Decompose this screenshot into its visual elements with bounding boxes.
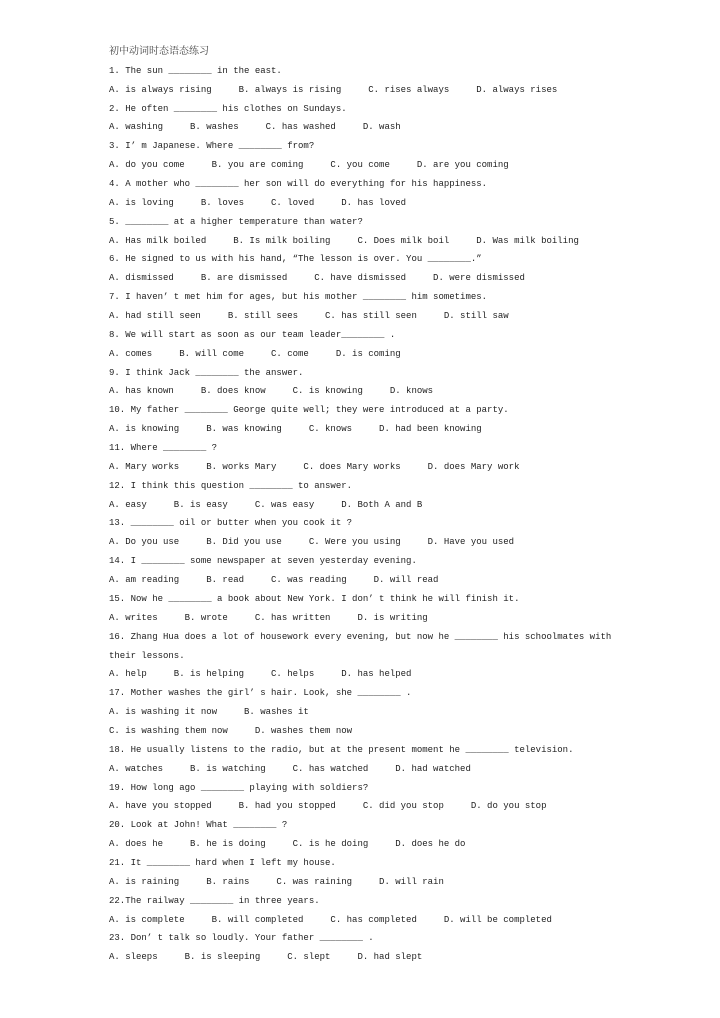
question-text: 17. Mother washes the girl’ s hair. Look, she ________ . [109,688,412,699]
question-item [109,175,649,213]
question-text: 2. He often ________ his clothes on Sundays. [109,103,347,114]
question-text: 14. I ________ some newspaper at seven yesterday evening. [109,556,417,567]
answer-options: A. have you stopped B. had you stopped C. did you stop D. do you stop [109,801,547,812]
question-item [109,816,649,854]
question-text: 15. Now he ________ a book about New York. I don’ t think he will finish it. [109,593,520,604]
question-item [109,364,649,402]
question-item [109,590,649,628]
question-text: 13. ________ oil or butter when you cook it ? [109,518,353,529]
answer-options: A. dismissed B. are dismissed C. have dismissed D. were dismissed [109,273,525,284]
question-item [109,741,649,779]
question-item [109,213,649,251]
question-list [109,62,649,967]
answer-options: A. has known B. does know C. is knowing D. knows [109,386,434,397]
question-item [109,892,649,930]
question-item [109,684,649,741]
question-text-continuation: their lessons. [109,650,185,661]
answer-options: A. am reading B. read C. was reading D. will read [109,575,439,586]
answer-options: A. comes B. will come C. come D. is coming [109,348,401,359]
document-title: 初中动词时态语态练习 [109,46,209,57]
question-item [109,929,649,967]
question-item [109,854,649,892]
question-text: 6. He signed to us with his hand, “The lesson is over. You ________.” [109,254,482,265]
question-text: 8. We will start as soon as our team leader________ . [109,329,396,340]
question-text: 9. I think Jack ________ the answer. [109,367,304,378]
answer-options: A. does he B. he is doing C. is he doing D. does he do [109,839,466,850]
answer-options: A. Has milk boiled B. Is milk boiling C. Does milk boil D. Was milk boiling [109,235,579,246]
question-item [109,401,649,439]
question-text: 12. I think this question ________ to answer. [109,480,353,491]
answer-options: A. watches B. is watching C. has watched D. had watched [109,763,471,774]
question-item [109,62,649,100]
question-text: 7. I haven’ t met him for ages, but his mother ________ him sometimes. [109,292,488,303]
answer-options: A. Do you use B. Did you use C. Were you using D. Have you used [109,537,515,548]
document-page [109,43,649,967]
question-text: 22.The railway ________ in three years. [109,895,320,906]
answer-options: A. sleeps B. is sleeping C. slept D. had slept [109,952,423,963]
question-item [109,779,649,817]
question-item [109,628,649,685]
question-text: 5. ________ at a higher temperature than water? [109,216,363,227]
answer-options: A. do you come B. you are coming C. you come D. are you coming [109,160,509,171]
question-item [109,326,649,364]
question-text: 19. How long ago ________ playing with soldiers? [109,782,369,793]
question-item [109,137,649,175]
answer-options: A. is always rising B. always is rising C. rises always D. always rises [109,84,558,95]
answer-options: A. is loving B. loves C. loved D. has loved [109,197,407,208]
question-text: 23. Don’ t talk so loudly. Your father ________ . [109,933,374,944]
answer-options: A. washing B. washes C. has washed D. wash [109,122,401,133]
question-text: 20. Look at John! What ________ ? [109,820,288,831]
question-item [109,552,649,590]
question-text: 16. Zhang Hua does a lot of housework every evening, but now he ________ his schoolmates with [109,631,612,642]
answer-options: A. easy B. is easy C. was easy D. Both A and B [109,499,423,510]
answer-options: A. is knowing B. was knowing C. knows D. had been knowing [109,424,482,435]
answer-options: C. is washing them now D. washes them now [109,725,353,736]
answer-options: A. is raining B. rains C. was raining D. will rain [109,876,444,887]
question-text: 10. My father ________ George quite well; they were introduced at a party. [109,405,509,416]
answer-options: A. is complete B. will completed C. has completed D. will be completed [109,914,552,925]
question-text: 4. A mother who ________ her son will do everything for his happiness. [109,179,488,190]
question-text: 11. Where ________ ? [109,443,218,454]
question-item [109,439,649,477]
question-item [109,514,649,552]
question-text: 3. I’ m Japanese. Where ________ from? [109,141,315,152]
question-item [109,477,649,515]
answer-options: A. writes B. wrote C. has written D. is writing [109,612,428,623]
answer-options: A. help B. is helping C. helps D. has helped [109,669,412,680]
answer-options: A. had still seen B. still sees C. has still seen D. still saw [109,311,509,322]
answer-options: A. is washing it now B. washes it [109,707,309,718]
answer-options: A. Mary works B. works Mary C. does Mary works D. does Mary work [109,461,520,472]
question-item [109,100,649,138]
question-text: 1. The sun ________ in the east. [109,65,282,76]
question-text: 21. It ________ hard when I left my house. [109,857,336,868]
question-item [109,250,649,288]
question-text: 18. He usually listens to the radio, but at the present moment he ________ television. [109,744,574,755]
question-item [109,288,649,326]
